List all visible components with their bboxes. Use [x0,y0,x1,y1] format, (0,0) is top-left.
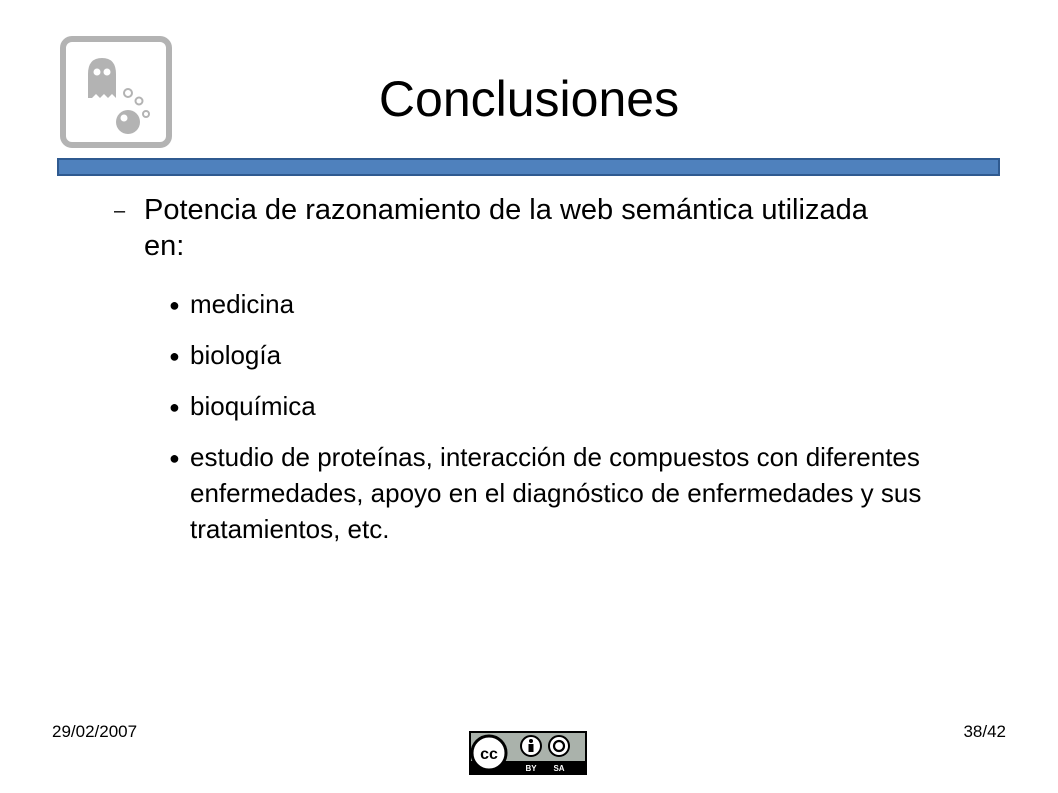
page-number: 38/42 [963,722,1006,741]
bullet-marker: ● [169,397,180,417]
svg-text:cc: cc [480,746,498,763]
bullet-marker: ● [169,448,180,468]
list-item-biologia: biología [190,340,282,370]
license-sa-label: SA [553,764,565,773]
dash-marker: – [114,200,126,222]
bullet-marker: ● [169,295,180,315]
level1-text: Potencia de razonamiento de la web semántica utilizada en: [144,194,868,262]
bullet-marker: ● [169,346,180,366]
footer-date: 29/02/2007 [52,722,138,741]
list-item-proteinas: estudio de proteínas, interacción de compuestos con diferentes enfermedades, apoyo en el diagnóstico de enfermedades y sus tratamientos, etc. [190,442,922,544]
list-item-bioquimica: bioquímica [190,391,316,421]
creative-commons-by-sa-icon[interactable] [469,731,587,775]
slide-title: Conclusiones [378,71,680,127]
license-by-label: BY [525,764,537,773]
list-item-medicina: medicina [190,289,295,319]
